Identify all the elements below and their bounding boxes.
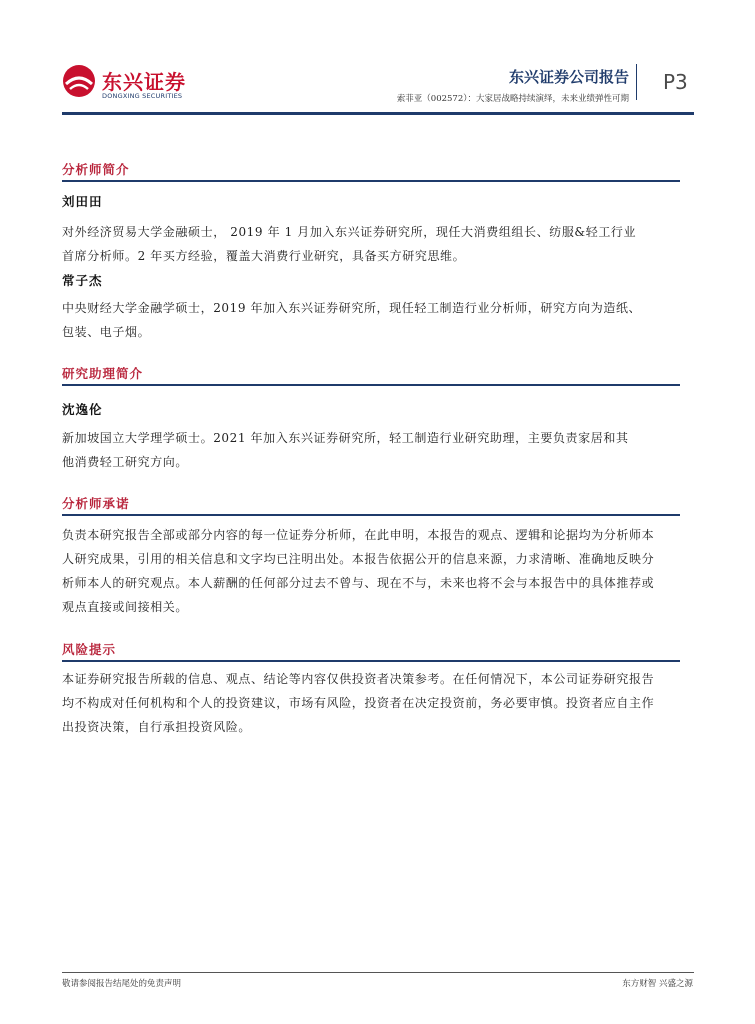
- section-title-assistant-intro: 研究助理简介: [62, 366, 144, 381]
- company-logo: [62, 64, 202, 104]
- analyst-name: 常子杰: [62, 273, 103, 288]
- footer-slogan: 东方财智 兴盛之源: [622, 979, 693, 989]
- analyst-bio: [62, 220, 682, 268]
- header-rule: [62, 112, 694, 115]
- text-line: 观点直接或间接相关。: [62, 600, 189, 614]
- analyst-bio: [62, 296, 682, 344]
- analyst-name: 刘田田: [62, 194, 103, 209]
- text-line: 人研究成果，引用的相关信息和文字均已注明出处。本报告依据公开的信息来源，力求清晰、准确地反映分: [62, 552, 655, 566]
- section-title-risk: 风险提示: [62, 642, 117, 657]
- section-rule: [62, 384, 680, 386]
- footer-disclaimer-note: 敬请参阅报告结尾处的免责声明: [62, 979, 182, 989]
- assistant-name: 沈逸伦: [62, 402, 103, 417]
- bio-line: 新加坡国立大学理学硕士。2021 年加入东兴证券研究所，轻工制造行业研究助理，主要负责家居和其: [62, 431, 629, 445]
- risk-text: [62, 667, 682, 739]
- text-line: 本证券研究报告所载的信息、观点、结论等内容仅供投资者决策参考。在任何情况下，本公司证券研究报告: [62, 672, 655, 686]
- text-line: 均不构成对任何机构和个人的投资建议，市场有风险，投资者在决定投资前，务必要审慎。投资者应自主作: [62, 696, 655, 710]
- section-title-commitment: 分析师承诺: [62, 496, 130, 511]
- header-divider: [636, 64, 637, 100]
- page-number: P3: [663, 70, 688, 94]
- bio-line: 对外经济贸易大学金融硕士， 2019 年 1 月加入东兴证券研究所，现任大消费组组长、纺服&轻工行业: [62, 225, 637, 239]
- section-rule: [62, 514, 680, 516]
- section-title-analyst-intro: 分析师简介: [62, 162, 130, 177]
- bio-line: 中央财经大学金融学硕士，2019 年加入东兴证券研究所，现任轻工制造行业分析师，研究方向为造纸、: [62, 301, 642, 315]
- section-rule: [62, 180, 680, 182]
- logo-mark-icon: [62, 64, 96, 98]
- bio-line: 他消费轻工研究方向。: [62, 455, 189, 469]
- logo-text-en: DONGXING SECURITIES: [102, 92, 183, 100]
- text-line: 负责本研究报告全部或部分内容的每一位证券分析师，在此申明，本报告的观点、逻辑和论据均为分析师本: [62, 528, 655, 542]
- report-subtitle: 索菲亚（002572）：大家居战略持续演绎，未来业绩弹性可期: [396, 94, 629, 104]
- bio-line: 首席分析师。2 年买方经验，覆盖大消费行业研究，具备买方研究思维。: [62, 249, 466, 263]
- assistant-bio: [62, 426, 682, 474]
- section-rule: [62, 660, 680, 662]
- commitment-text: [62, 523, 682, 619]
- text-line: 析师本人的研究观点。本人薪酬的任何部分过去不曾与、现在不与，未来也将不会与本报告中的具体推荐或: [62, 576, 655, 590]
- report-title: 东兴证券公司报告: [508, 68, 629, 86]
- footer-rule: [62, 972, 694, 973]
- text-line: 出投资决策，自行承担投资风险。: [62, 720, 252, 734]
- bio-line: 包装、电子烟。: [62, 325, 151, 339]
- logo-text-cn: 东兴证券: [102, 70, 186, 94]
